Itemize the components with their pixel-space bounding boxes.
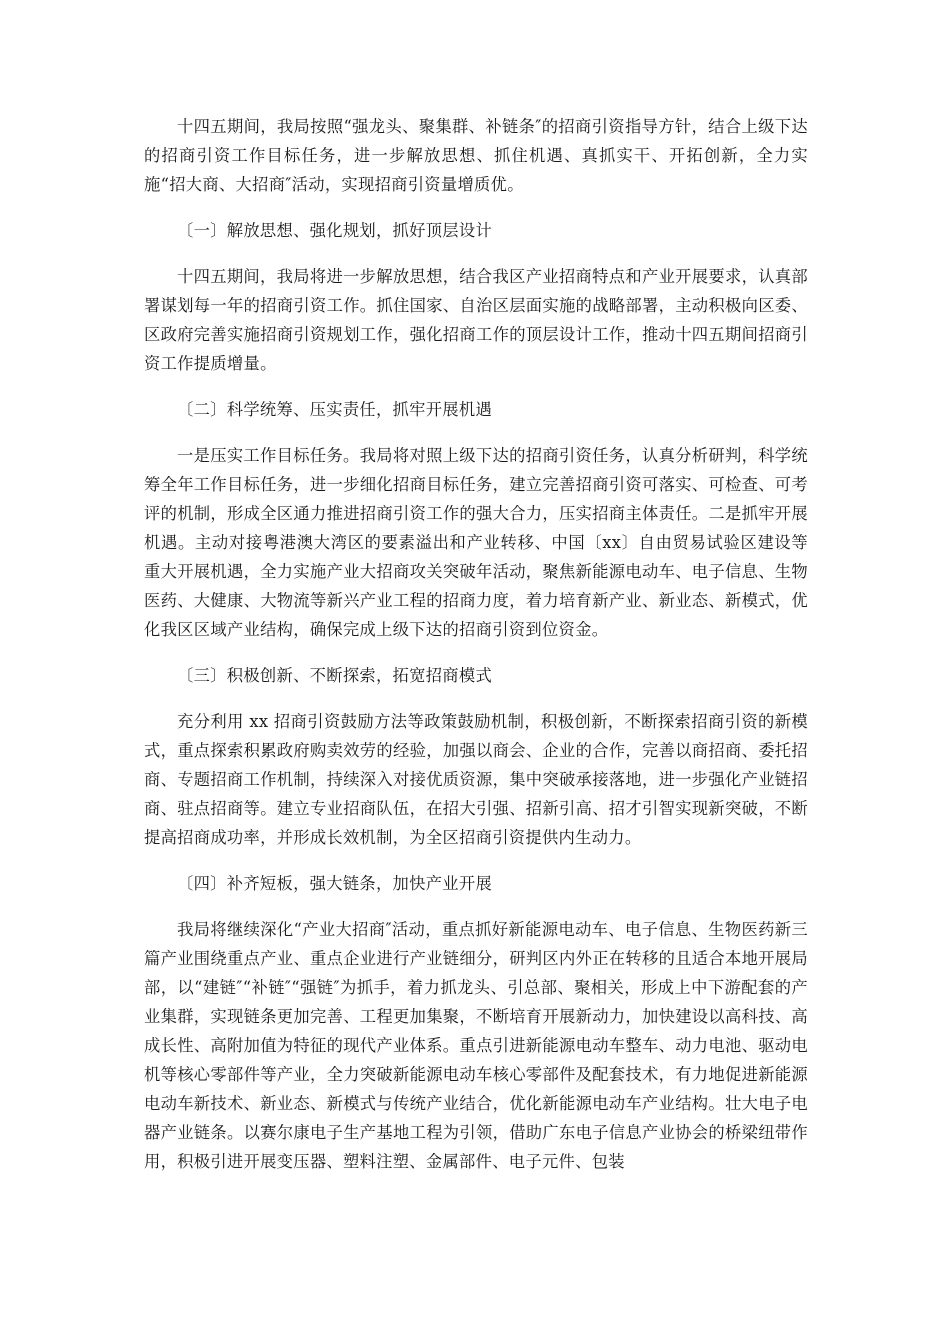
paragraph-section-2: 一是压实工作目标任务。我局将对照上级下达的招商引资任务，认真分析研判，科学统筹全年工作目标任务，进一步细化招商目标任务，建立完善招商引资可落实、可检查、可考评的机制，形成全区通力推进招商引资工作的强大合力，压实招商主体责任。二是抓牢开展机遇。主动对接粤港澳大湾区的要素溢出和产业转移、中国〔xx〕自由贸易试验区建设等重大开展机遇，全力实施产业大招商攻关突破年活动，聚焦新能源电动车、电子信息、生物医药、大健康、大物流等新兴产业工程的招商力度，着力培育新产业、新业态、新模式，优化我区区域产业结构，确保完成上级下达的招商引资到位资金。 [144,446,808,639]
section-heading-2: 〔二〕科学统筹、压实责任，抓牢开展机遇 [177,400,493,419]
paragraph-section-4: 我局将继续深化“产业大招商″活动，重点抓好新能源电动车、电子信息、生物医药新三篇产业围绕重点产业、重点企业进行产业链细分，研判区内外正在转移的且适合本地开展局部，以“建链″“补链″“强链″为抓手，着力抓龙头、引总部、聚相关，形成上中下游配套的产业集群，实现链条更加完善、工程更加集聚，不断培育开展新动力，加快建设以高科技、高成长性、高附加值为特征的现代产业体系。重点引进新能源电动车整车、动力电池、驱动电机等核心零部件等产业，全力突破新能源电动车核心零部件及配套技术，有力地促进新能源电动车新技术、新业态、新模式与传统产业结合，优化新能源电动车产业结构。壮大电子电器产业链条。以赛尔康电子生产基地工程为引领，借助广东电子信息产业协会的桥梁纽带作用，积极引进开展变压器、塑料注塑、金属部件、电子元件、包装 [144,920,808,1171]
paragraph-section-1: 十四五期间，我局将进一步解放思想，结合我区产业招商特点和产业开展要求，认真部署谋划每一年的招商引资工作。抓住国家、自治区层面实施的战略部署，主动积极向区委、区政府完善实施招商引资规划工作，强化招商工作的顶层设计工作，推动十四五期间招商引资工作提质增量。 [144,267,808,373]
paragraph-intro: 十四五期间，我局按照“强龙头、聚集群、补链条″的招商引资指导方针，结合上级下达的招商引资工作目标任务，进一步解放思想、抓住机遇、真抓实干、开拓创新，全力实施“招大商、大招商″活动，实现招商引资量增质优。 [144,117,808,194]
document-body [144,112,808,1176]
section-heading-3: 〔三〕积极创新、不断探索，拓宽招商模式 [177,666,493,685]
section-heading-4: 〔四〕补齐短板，强大链条，加快产业开展 [177,874,493,893]
section-heading-1: 〔一〕解放思想、强化规划，抓好顶层设计 [177,221,493,240]
paragraph-section-3: 充分利用 xx 招商引资鼓励方法等政策鼓励机制，积极创新，不断探索招商引资的新模式，重点探索积累政府购卖效劳的经验，加强以商会、企业的合作，完善以商招商、委托招商、专题招商工作机制，持续深入对接优质资源，集中突破承接落地，进一步强化产业链招商、驻点招商等。建立专业招商队伍，在招大引强、招新引高、招才引智实现新突破，不断提高招商成功率，并形成长效机制，为全区招商引资提供内生动力。 [144,712,808,847]
